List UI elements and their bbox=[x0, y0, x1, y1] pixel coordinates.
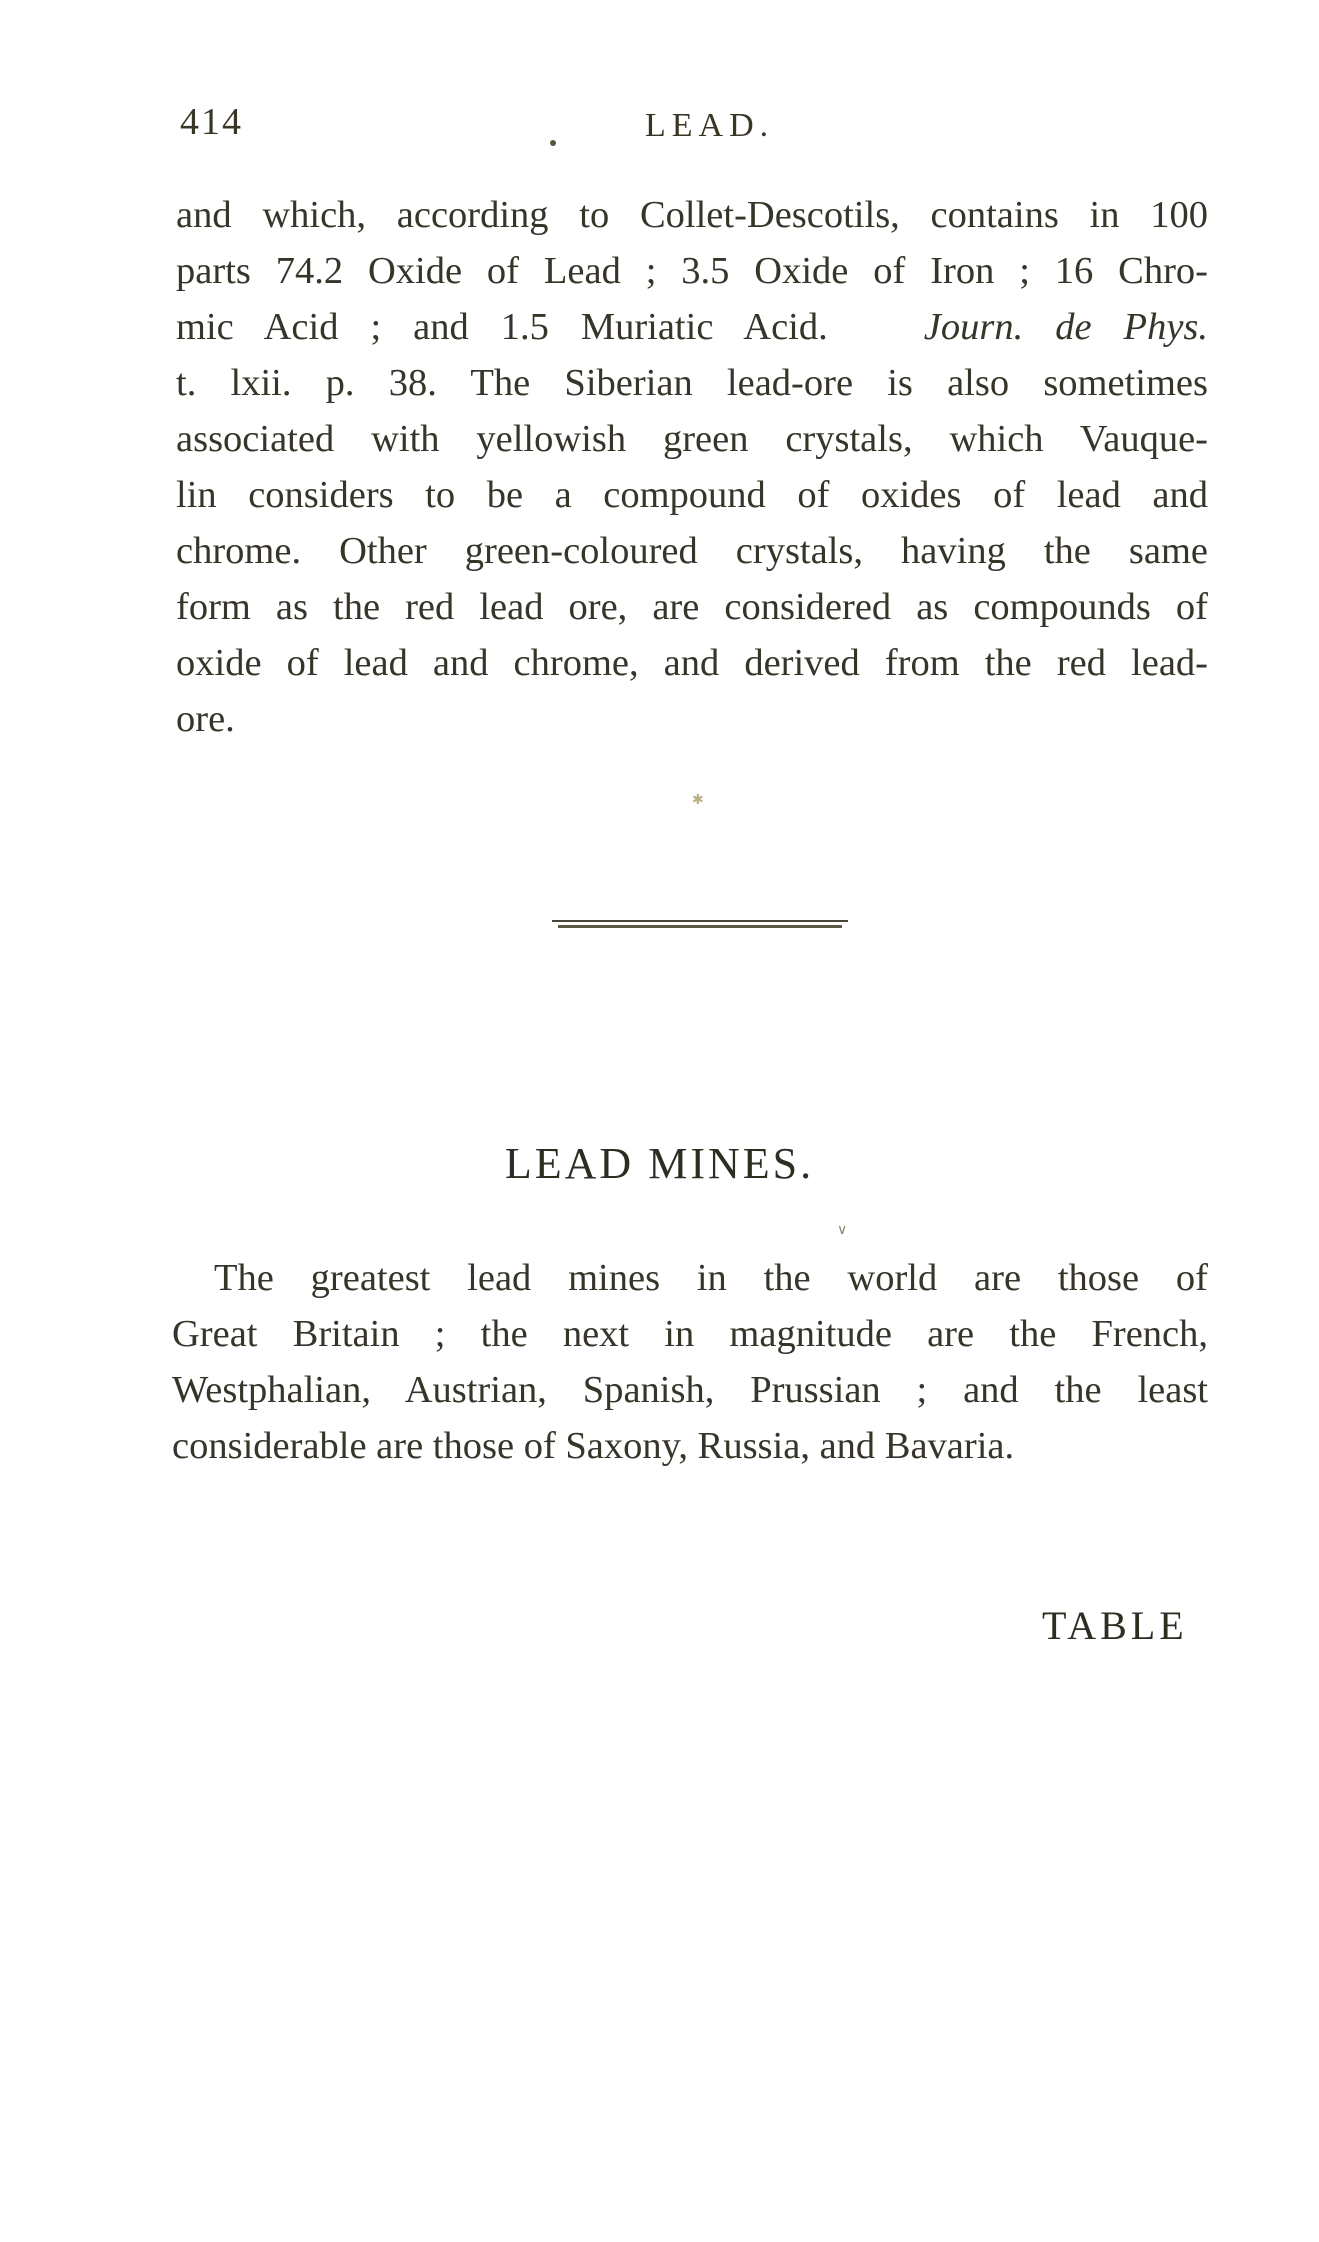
page-number: 414 bbox=[180, 101, 243, 143]
catchword: TABLE bbox=[1042, 1603, 1188, 1648]
text-line: t. lxii. p. 38. The Siberian lead-ore is also sometimes bbox=[176, 362, 1208, 404]
section-title: LEAD MINES. bbox=[504, 1139, 815, 1188]
text-line: lin considers to be a compound of oxides of lead and bbox=[176, 474, 1208, 516]
text-line: chrome. Other green-coloured crystals, having the same bbox=[176, 530, 1208, 572]
paragraph-chromate-lead bbox=[176, 187, 1208, 747]
text-line-segment: mic Acid ; and 1.5 Muriatic Acid. bbox=[176, 306, 828, 348]
text-line: oxide of lead and chrome, and derived from the red lead- bbox=[176, 642, 1208, 684]
text-line: considerable are those of Saxony, Russia, and Bavaria. bbox=[172, 1425, 1015, 1467]
text-line: associated with yellowish green crystals, which Vauque- bbox=[176, 418, 1208, 460]
running-head: LEAD. bbox=[645, 107, 775, 144]
ornament-mark: ✱ bbox=[692, 793, 704, 808]
rule-line-thick bbox=[558, 925, 842, 928]
text-line: Great Britain ; the next in magnitude are the French, bbox=[172, 1313, 1208, 1355]
header-dot bbox=[550, 140, 556, 146]
text-line: Westphalian, Austrian, Spanish, Prussian ; and the least bbox=[172, 1369, 1208, 1411]
text-line: parts 74.2 Oxide of Lead ; 3.5 Oxide of Iron ; 16 Chro- bbox=[176, 250, 1208, 292]
section-divider-rule bbox=[552, 920, 848, 928]
text-line: and which, according to Collet-Descotils, contains in 100 bbox=[176, 194, 1208, 236]
text-line: The greatest lead mines in the world are those of bbox=[214, 1257, 1208, 1299]
text-line: form as the red lead ore, are considered as compounds of bbox=[176, 586, 1208, 628]
ornament-mark: ∨ bbox=[837, 1223, 848, 1238]
text-line bbox=[176, 299, 1208, 355]
citation-journal: Journ. de Phys. bbox=[923, 306, 1209, 348]
text-line: ore. bbox=[176, 698, 235, 740]
rule-line-thin bbox=[552, 920, 848, 922]
paragraph-lead-mines bbox=[172, 1250, 1208, 1474]
